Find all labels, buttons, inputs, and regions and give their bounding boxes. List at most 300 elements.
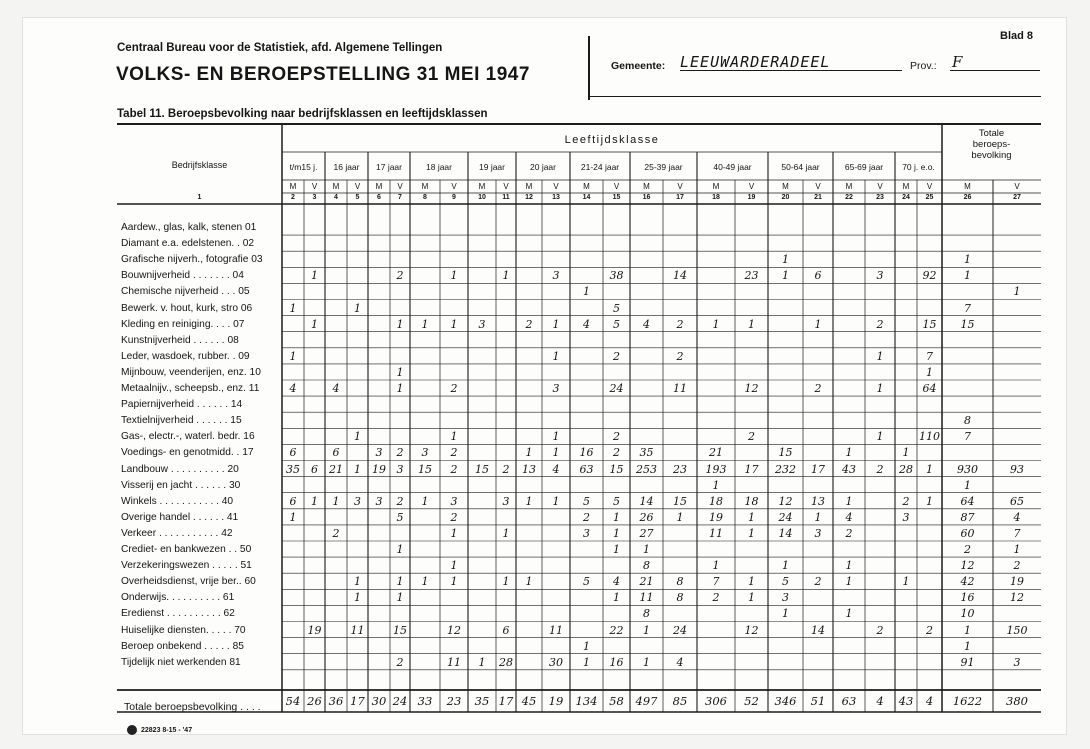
total-cell: 30 [371,694,387,708]
sheet-number: Blad 8 [1000,30,1034,42]
row-label: Winkels . . . . . . . . . . . 40 [121,495,234,507]
table-cell: 1 [712,478,720,492]
table-cell: 5 [396,510,404,524]
row-label: Kunstnijverheid . . . . . . 08 [121,334,239,346]
row-label: Verzekeringswezen . . . . . 51 [121,560,252,572]
table-cell: 8 [676,591,684,605]
table-cell: 11 [350,623,365,637]
row-label: Gas-, electr.-, waterl. bedr. 16 [121,431,255,443]
table-cell: 1 [643,655,650,669]
age-group-7: 21-24 jaar [580,162,620,172]
table-cell: 26 [639,510,654,524]
table-cell: 3 [782,591,789,605]
row-label: Eredienst . . . . . . . . . . 62 [121,608,235,620]
prov-value: F [952,53,963,71]
col-number: 14 [582,194,591,201]
table-cell: 1 [552,494,560,508]
table-cell: 1 [525,494,533,508]
row-label: Mijnbouw, veenderijen, enz. 10 [121,366,261,378]
col-number: 26 [963,194,972,201]
age-group-2: 16 jaar [333,162,360,172]
prov-label: Prov.: [910,60,937,72]
sex-v-header: V [815,182,821,191]
table-cell: 3 [396,462,404,476]
sex-v-header: V [503,182,509,191]
table-cell: 1 [354,301,361,315]
sex-v-header: V [748,182,755,191]
table-cell: 1 [643,543,650,556]
table-cell: 28 [899,462,913,476]
sex-m-header: M [289,182,297,191]
total-cell: 36 [328,694,344,708]
total-cell: 497 [635,694,658,708]
row-label: Onderwijs. . . . . . . . . . 61 [121,592,235,604]
table-cell: 3 [502,494,510,508]
table-cell: 1 [396,317,404,331]
table-cell: 110 [919,430,940,444]
table-cell: 15 [393,623,407,637]
table-cell: 18 [709,494,723,508]
table-cell: 42 [960,575,975,589]
table-cell: 12 [744,382,759,395]
total-cell: 23 [446,694,462,708]
table-cell: 2 [450,446,458,460]
table-cell: 5 [613,317,620,331]
table-cell: 1 [478,655,486,669]
table-cell: 3 [552,269,560,283]
table-cell: 35 [639,446,654,460]
table-cell: 7 [712,575,720,589]
table-cell: 30 [549,655,563,669]
age-group-4: 18 jaar [426,162,452,172]
table-cell: 1 [782,559,789,573]
table-cell: 23 [744,269,759,283]
table-cell: 2 [814,382,822,395]
table-cell: 1 [782,607,789,621]
total-cell: 52 [744,694,759,708]
table-cell: 11 [549,623,563,637]
table-cell: 3 [450,494,458,508]
table-cell: 24 [673,623,687,637]
table-cell: 1 [450,430,458,444]
table-cell: 6 [814,269,822,283]
row-label: Verkeer . . . . . . . . . . . 42 [121,527,233,539]
table-cell: 11 [673,382,687,395]
age-group-9: 40-49 jaar [713,162,752,172]
table-cell: 1 [845,575,853,589]
table-cell: 3 [375,446,383,460]
total-cell: 51 [810,694,826,708]
col-number: 16 [642,194,651,201]
table-cell: 2 [450,510,458,524]
table-cell: 4 [332,382,340,395]
col-number: 4 [334,194,338,201]
total-cell: 35 [474,694,490,708]
table-cell: 1 [502,526,510,540]
row-label: Kleding en reiniging. . . . 07 [121,318,245,330]
row-label: Beroep onbekend . . . . . 85 [121,640,244,652]
row-label: Leder, wasdoek, rubber. . 09 [121,350,250,362]
table-cell: 19 [372,462,386,476]
table-cell: 1 [396,365,404,379]
table-caption: Tabel 11. Beroepsbevolking naar bedrijfsklassen en leeftijdsklassen [117,108,488,120]
table-cell: 1 [845,607,853,621]
total-cell: 4 [876,694,884,708]
col-number: 25 [925,194,934,201]
sex-m-header: M [421,182,429,191]
table-cell: 1 [450,575,458,589]
table-cell: 3 [876,269,884,283]
table-cell: 8 [676,575,684,589]
col-number: 22 [845,194,853,201]
table-cell: 1 [289,510,297,524]
table-cell: 2 [396,655,404,669]
table-cell: 15 [960,317,975,331]
table-cell: 64 [960,494,975,508]
col-number: 3 [312,194,317,201]
total-cell: 58 [609,694,624,708]
sex-m-header: M [478,182,486,191]
table-cell: 1 [289,349,297,363]
sex-v-header: V [553,182,559,191]
col-number: 8 [423,194,427,201]
table-cell: 1 [643,623,650,637]
row-label: Bewerk. v. hout, kurk, stro 06 [121,302,253,314]
total-row-label: Totale beroepsbevolking . . . . [124,701,261,713]
total-cell: 33 [417,694,433,708]
table-cell: 1 [583,655,590,669]
col-number: 21 [814,194,822,201]
table-cell: 2 [845,526,853,540]
table-cell: 15 [475,462,489,476]
table-cell: 1 [311,269,318,283]
table-cell: 1 [902,446,910,460]
row-label: Huiselijke diensten. . . . . 70 [121,624,246,636]
table-cell: 2 [396,446,404,460]
table-cell: 21 [329,462,343,476]
row-label: Diamant e.a. edelstenen. . 02 [121,238,255,250]
table-cell: 253 [636,462,657,476]
table-cell: 3 [814,526,822,540]
table-cell: 1 [926,494,933,508]
table-cell: 1 [450,526,458,540]
row-label: Visserij en jacht . . . . . . 30 [121,479,241,491]
table-cell: 15 [778,446,793,460]
table-cell: 2 [748,430,755,444]
total-cell: 1622 [952,694,983,708]
table-cell: 12 [447,623,461,637]
table-cell: 1 [613,543,620,556]
table-cell: 15 [922,317,937,331]
col-number: 2 [291,194,295,201]
table-cell: 60 [960,526,975,540]
table-cell: 13 [522,462,536,476]
table-cell: 2 [876,317,884,331]
table-cell: 193 [705,462,727,476]
sex-m-header: M [902,182,910,191]
table-cell: 11 [639,591,654,605]
cbs-logo-icon [127,725,137,735]
col-number: 13 [552,194,560,201]
table-cell: 7 [964,301,971,315]
table-cell: 1 [552,317,560,331]
col-number: 6 [377,194,381,201]
table-cell: 14 [673,269,687,283]
table-cell: 2 [450,382,458,395]
table-cell: 1 [311,494,318,508]
col-number: 18 [712,194,720,201]
total-cell: 54 [285,694,301,708]
row-label: Tijdelijk niet werkenden 81 [121,656,241,668]
row-label: Papiernijverheid . . . . . . 14 [121,399,243,411]
table-cell: 1 [421,317,429,331]
table-cell: 3 [421,446,429,460]
table-cell: 1 [613,510,620,524]
age-group-10: 50-64 jaar [781,162,820,172]
sex-v-header: V [877,182,883,191]
table-cell: 1 [450,317,458,331]
leeftijdsklasse-header: Leeftijdsklasse [564,134,660,146]
table-cell: 38 [609,269,624,283]
table-cell: 5 [583,494,590,508]
table-cell: 1 [814,317,822,331]
table-cell: 1 [332,494,340,508]
table-cell: 91 [960,655,975,669]
table-cell: 65 [1010,494,1024,508]
table-cell: 1 [748,317,755,331]
age-group-12: 70 j. e.o. [902,162,935,172]
table-cell: 35 [286,462,300,476]
sex-m-header: M [845,182,853,191]
table-cell: 3 [552,382,560,395]
table-cell: 15 [418,462,432,476]
table-cell: 19 [709,510,723,524]
table-cell: 21 [639,575,654,589]
census-title: VOLKS- EN BEROEPSTELLING 31 MEI 1947 [116,64,530,85]
total-cell: 85 [672,694,688,708]
row-label: Bouwnijverheid . . . . . . . 04 [121,270,244,282]
table-cell: 930 [957,462,978,476]
table-cell: 16 [579,446,594,460]
col-number: 10 [478,194,486,201]
table-cell: 16 [609,655,624,669]
sex-v-header: V [926,182,933,191]
sex-v-header: V [451,182,457,191]
table-cell: 1 [748,510,755,524]
col-number: 5 [355,194,360,201]
table-cell: 1 [748,591,755,605]
table-cell: 1 [964,623,971,637]
table-cell: 3 [354,494,361,508]
table-cell: 1 [421,575,429,589]
table-cell: 18 [744,494,759,508]
total-cell: 63 [841,694,857,708]
table-cell: 2 [332,526,340,540]
sex-m-header: M [332,182,340,191]
table-cell: 1 [876,349,884,363]
col-number: 27 [1013,194,1021,201]
table-cell: 4 [643,317,650,331]
table-cell: 1 [926,365,933,379]
table-cell: 6 [289,494,297,508]
table-cell: 1 [311,317,318,331]
table-cell: 8 [964,414,971,428]
table-cell: 10 [960,607,975,621]
table-cell: 2 [525,317,533,331]
sex-m-header: M [964,182,971,191]
age-group-8: 25-39 jaar [644,162,683,172]
total-cell: 17 [350,694,365,708]
sex-m-header: M [643,182,650,191]
table-cell: 17 [811,462,825,476]
table-cell: 1 [354,430,361,444]
table-cell: 22 [609,623,624,637]
table-cell: 1 [964,269,971,283]
table-cell: 232 [775,462,796,476]
gemeente-label: Gemeente: [611,60,666,72]
col-number: 12 [525,194,533,201]
table-cell: 1 [712,559,720,573]
row-label: Overige handel . . . . . . 41 [121,511,239,523]
sex-m-header: M [525,182,533,191]
age-group-3: 17 jaar [376,162,402,172]
total-cell: 19 [548,694,564,708]
table-cell: 1 [396,591,404,605]
row-label: Grafische nijverh., fotografie 03 [121,254,263,266]
row-label: Chemische nijverheid . . . 05 [121,286,250,298]
table-cell: 1 [525,446,533,460]
table-cell: 1 [712,317,720,331]
col-number: 7 [398,194,402,201]
table-cell: 1 [354,462,361,476]
table-cell: 15 [609,462,624,476]
table-cell: 1 [964,639,971,653]
table-cell: 6 [311,462,318,476]
table-cell: 13 [811,494,825,508]
age-group-6: 20 jaar [530,162,556,172]
total-cell: 306 [705,694,727,708]
table-cell: 5 [583,575,590,589]
row-label: Metaalnijv., scheepsb., enz. 11 [121,383,260,394]
total-cell: 4 [925,694,934,708]
sex-m-header: M [583,182,590,191]
table-cell: 7 [926,349,933,363]
col-number: 24 [902,194,910,201]
table-cell: 5 [782,575,789,589]
col-number: 19 [747,194,756,201]
table-cell: 1 [902,575,910,589]
table-cell: 1 [876,382,884,395]
table-cell: 1 [552,446,560,460]
table-cell: 1 [964,478,971,492]
age-group-11: 65-69 jaar [844,162,884,172]
table-cell: 1 [396,575,404,589]
table-cell: 1 [354,591,361,605]
table-cell: 1 [502,269,510,283]
table-cell: 4 [552,462,560,476]
table-cell: 7 [964,430,971,444]
sex-v-header: V [1014,182,1020,191]
sex-m-header: M [782,182,789,191]
total-cell: 17 [498,694,514,708]
table-cell: 6 [502,623,510,637]
total-cell: 134 [575,694,598,708]
total-cell: 24 [392,694,408,708]
table-cell: 2 [814,575,822,589]
table-cell: 19 [307,623,322,637]
table-cell: 2 [676,317,684,331]
table-cell: 1 [396,382,404,395]
table-cell: 1 [450,559,458,573]
table-cell: 17 [744,462,759,476]
table-cell: 2 [1013,559,1021,573]
total-cell: 26 [307,694,322,708]
table-cell: 1 [676,510,684,524]
table-cell: 2 [613,430,620,444]
bedrijfsklasse-header: Bedrijfsklasse [171,160,228,170]
table-cell: 1 [613,526,620,540]
table-cell: 14 [778,526,793,540]
total-header: Totale beroeps- bevolking [971,128,1012,161]
table-cell: 2 [583,510,590,524]
table-cell: 1 [926,462,933,476]
row-label: Overheidsdienst, vrije ber.. 60 [121,576,256,588]
sex-m-header: M [712,182,720,191]
table-cell: 14 [811,623,825,637]
table-cell: 15 [673,494,687,508]
table-cell: 2 [450,462,458,476]
table-cell: 2 [396,494,404,508]
table-cell: 2 [902,494,910,508]
table-cell: 6 [289,446,297,460]
print-code-text: 22823 8-15 - '47 [141,726,193,734]
table-cell: 1 [583,639,590,653]
table-cell: 3 [1013,655,1021,669]
table-cell: 3 [583,526,590,540]
table-cell: 1 [450,269,458,283]
gemeente-value: LEEUWARDERADEEL [680,53,831,71]
table-cell: 24 [778,510,793,524]
age-group-1: t/m15 j. [289,162,318,172]
table-cell: 1 [421,494,429,508]
table-cell: 43 [842,462,856,476]
table-cell: 1 [583,285,590,299]
table-cell: 2 [613,349,620,363]
total-cell: 43 [898,694,914,708]
row-label: Textielnijverheid . . . . . . 15 [121,415,242,427]
table-cell: 3 [478,317,486,331]
table-cell: 7 [1013,526,1021,540]
table-cell: 1 [876,430,884,444]
table-cell: 28 [499,655,513,669]
table-cell: 1 [613,591,620,605]
col-number: 15 [612,194,621,201]
table-cell: 63 [579,462,594,476]
table-cell: 12 [1010,591,1024,605]
table-cell: 1 [396,543,404,556]
total-cell: 346 [774,694,797,708]
table-cell: 23 [673,462,687,476]
sex-v-header: V [397,182,403,191]
table-cell: 3 [902,510,910,524]
table-cell: 8 [643,559,650,573]
table-cell: 150 [1006,623,1028,637]
table-cell: 1 [552,349,560,363]
table-cell: 93 [1010,462,1024,476]
table-cell: 1 [845,494,853,508]
table-cell: 1 [502,575,510,589]
table-cell: 8 [643,607,650,621]
